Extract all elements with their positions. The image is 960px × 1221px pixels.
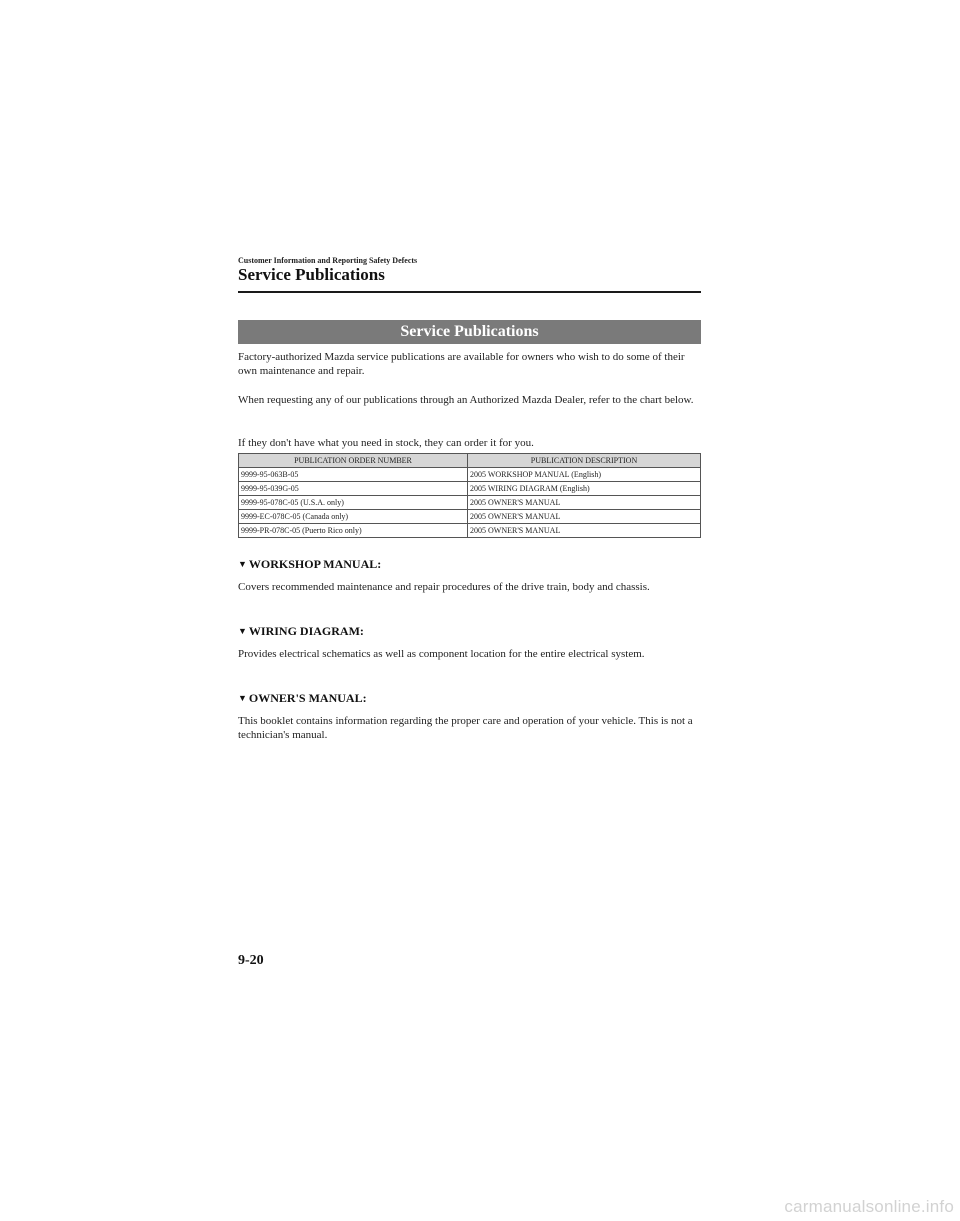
table-row bbox=[239, 510, 701, 524]
title-rule bbox=[238, 291, 701, 293]
description-cell: 2005 OWNER'S MANUAL bbox=[468, 496, 701, 510]
wiring-diagram-title: WIRING DIAGRAM: bbox=[248, 624, 364, 638]
description-cell: 2005 WORKSHOP MANUAL (English) bbox=[468, 468, 701, 482]
intro-paragraph-1: Factory-authorized Mazda service publications are available for owners who wish to do some of their own maintenance and repair. bbox=[238, 351, 685, 377]
description-cell: 2005 WIRING DIAGRAM (English) bbox=[468, 482, 701, 496]
section-banner: Service Publications bbox=[238, 320, 701, 344]
intro-paragraph-3: If they don't have what you need in stock, they can order it for you. bbox=[238, 437, 534, 449]
wiring-diagram-heading bbox=[238, 624, 364, 639]
page-title: Service Publications bbox=[238, 265, 385, 284]
workshop-manual-heading bbox=[238, 557, 381, 572]
column-header-order-number: PUBLICATION ORDER NUMBER bbox=[239, 454, 468, 468]
order-number-cell: 9999-PR-078C-05 (Puerto Rico only) bbox=[239, 524, 468, 538]
order-number-cell: 9999-95-039G-05 bbox=[239, 482, 468, 496]
page-number: 9-20 bbox=[238, 953, 264, 968]
workshop-manual-title: WORKSHOP MANUAL: bbox=[248, 557, 382, 571]
owners-manual-heading bbox=[238, 691, 367, 706]
table-row bbox=[239, 524, 701, 538]
workshop-manual-text: Covers recommended maintenance and repair procedures of the drive train, body and chassis. bbox=[238, 581, 650, 593]
description-cell: 2005 OWNER'S MANUAL bbox=[468, 524, 701, 538]
publications-table bbox=[238, 453, 701, 538]
table-row bbox=[239, 496, 701, 510]
order-number-cell: 9999-EC-078C-05 (Canada only) bbox=[239, 510, 468, 524]
description-cell: 2005 OWNER'S MANUAL bbox=[468, 510, 701, 524]
triangle-down-icon: ▼ bbox=[238, 693, 247, 703]
table-header-row bbox=[239, 454, 701, 468]
owners-manual-title: OWNER'S MANUAL: bbox=[248, 691, 367, 705]
watermark: carmanualsonline.info bbox=[784, 1197, 954, 1216]
owners-manual-text: This booklet contains information regarding the proper care and operation of your vehicle. This is not a technician's manual. bbox=[238, 715, 693, 741]
wiring-diagram-text: Provides electrical schematics as well as component location for the entire electrical system. bbox=[238, 648, 645, 660]
column-header-description: PUBLICATION DESCRIPTION bbox=[468, 454, 701, 468]
section-header: Customer Information and Reporting Safety Defects bbox=[238, 256, 418, 265]
order-number-cell: 9999-95-078C-05 (U.S.A. only) bbox=[239, 496, 468, 510]
table-row bbox=[239, 482, 701, 496]
order-number-cell: 9999-95-063B-05 bbox=[239, 468, 468, 482]
triangle-down-icon: ▼ bbox=[238, 626, 247, 636]
triangle-down-icon: ▼ bbox=[238, 559, 247, 569]
intro-paragraph-2: When requesting any of our publications through an Authorized Mazda Dealer, refer to the chart below. bbox=[238, 394, 694, 406]
table-row bbox=[239, 468, 701, 482]
